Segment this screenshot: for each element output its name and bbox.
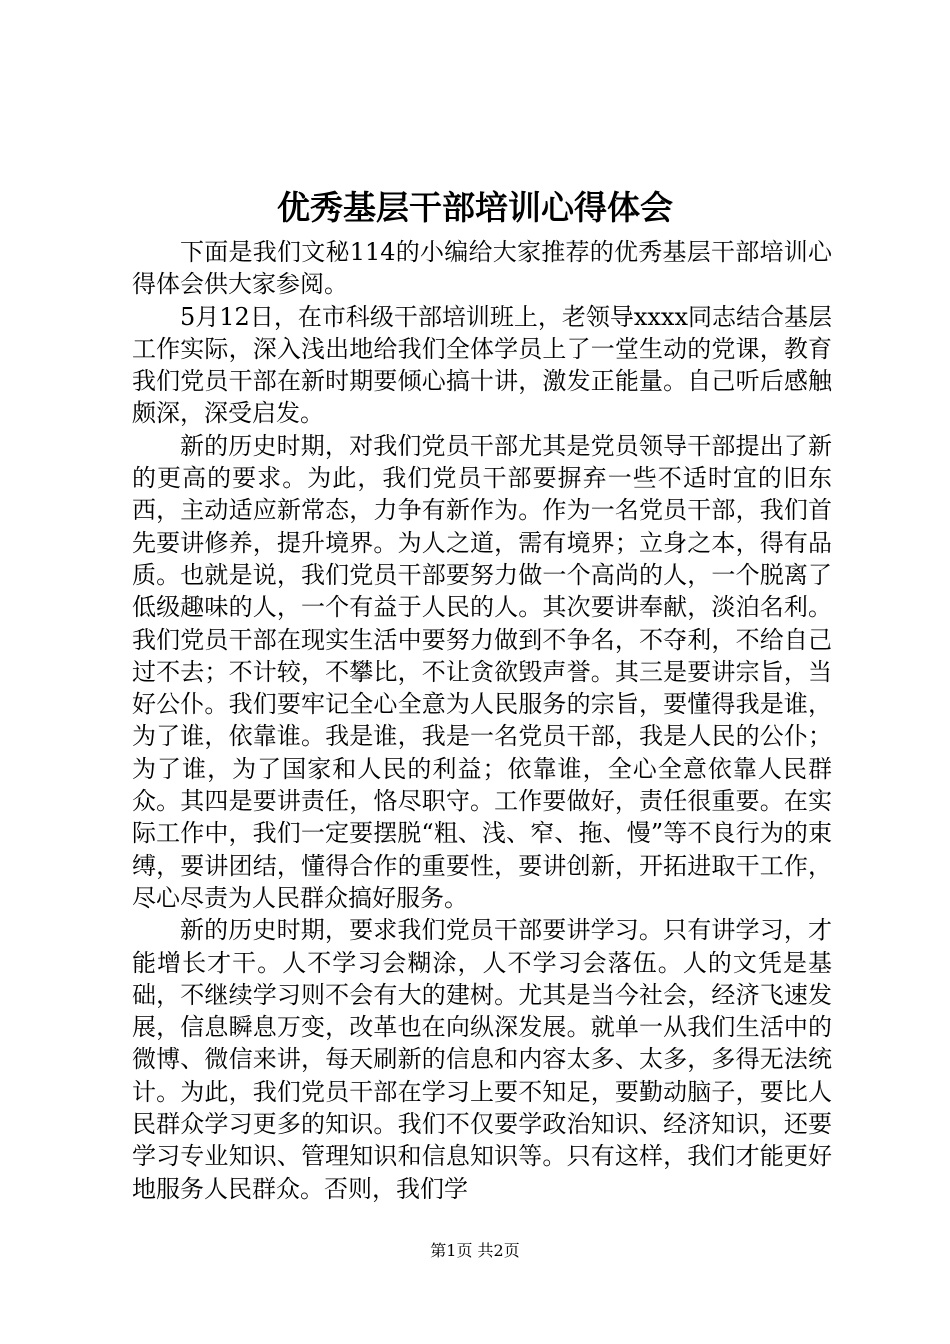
paragraph-intro: 下面是我们文秘114的小编给大家推荐的优秀基层干部培训心得体会供大家参阅。 bbox=[132, 238, 832, 299]
paragraph-party-lecture: 5月12日，在市科级干部培训班上，老领导xxxx同志结合基层工作实际，深入浅出地给我们全体学员上了一堂生动的党课，教育我们党员干部在新时期要倾心搞十讲，激发正能量。自己听后感触颇深，深受启发。 bbox=[132, 302, 832, 428]
paragraph-new-requirements: 新的历史时期，对我们党员干部尤其是党员领导干部提出了新的更高的要求。为此，我们党员干部要摒弃一些不适时宜的旧东西，主动适应新常态，力争有新作为。作为一名党员干部，我们首先要讲修养，提升境界。为人之道，需有境界；立身之本，得有品质。也就是说，我们党员干部要努力做一个高尚的人，一个脱离了低级趣味的人，一个有益于人民的人。其次要讲奉献，淡泊名利。我们党员干部在现实生活中要努力做到不争名，不夺利，不给自己过不去；不计较，不攀比，不让贪欲毁声誉。其三是要讲宗旨，当好公仆。我们要牢记全心全意为人民服务的宗旨，要懂得我是谁，为了谁，依靠谁。我是谁，我是一名党员干部，我是人民的公仆；为了谁，为了国家和人民的利益；依靠谁，全心全意依靠人民群众。其四是要讲责任，恪尽职守。工作要做好，责任很重要。在实际工作中，我们一定要摆脱“粗、浅、窄、拖、慢”等不良行为的束缚，要讲团结，懂得合作的重要性，要讲创新，开拓进取干工作，尽心尽责为人民群众搞好服务。 bbox=[132, 431, 832, 912]
document-body bbox=[132, 236, 832, 1205]
document-title: 优秀基层干部培训心得体会 bbox=[277, 188, 673, 227]
page-footer: 第1页 共2页 bbox=[430, 1241, 520, 1260]
paragraph-learning: 新的历史时期，要求我们党员干部要讲学习。只有讲学习，才能增长才干。人不学习会糊涂，人不学习会落伍。人的文凭是基础，不继续学习则不会有大的建树。尤其是当今社会，经济飞速发展，信息瞬息万变，改革也在向纵深发展。就单一从我们生活中的微博、微信来讲，每天刷新的信息和内容太多、太多，多得无法统计。为此，我们党员干部在学习上要不知足，要勤动脑子，要比人民群众学习更多的知识。我们不仅要学政治知识、经济知识，还要学习专业知识、管理知识和信息知识等。只有这样，我们才能更好地服务人民群众。否则，我们学 bbox=[132, 916, 832, 1203]
